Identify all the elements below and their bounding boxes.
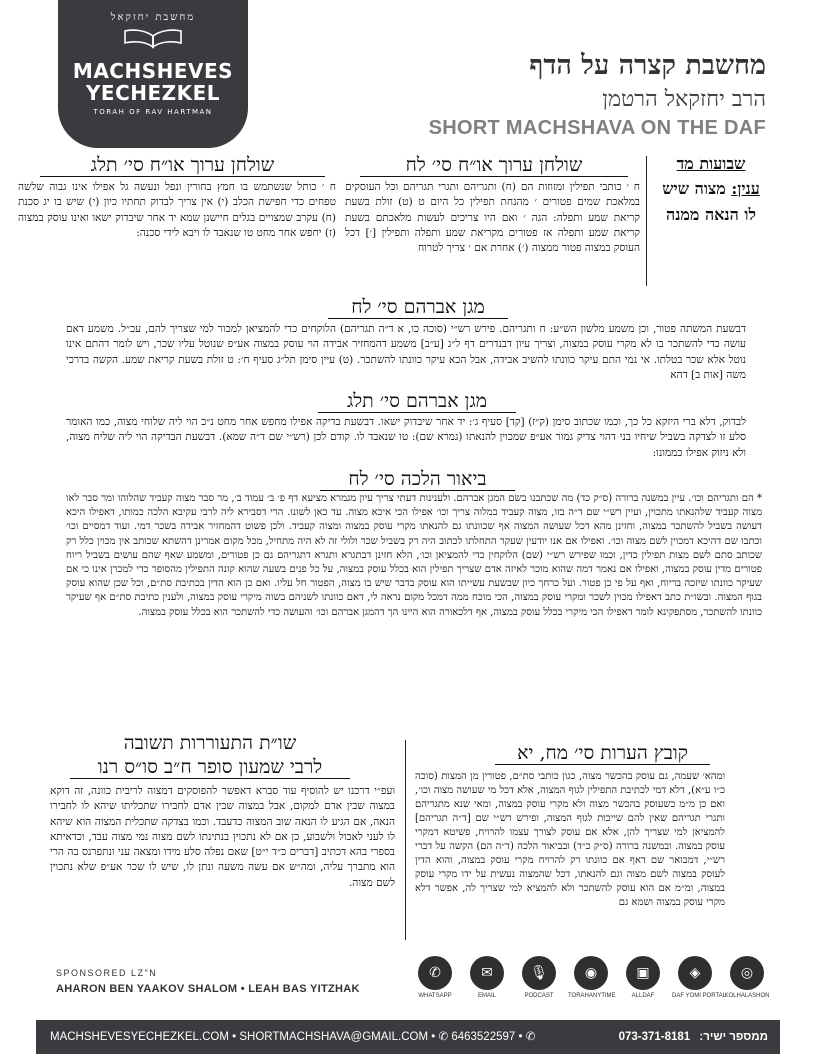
section-text-ma-38: דבשעת המשתה פטור, וכן משמע מלשון הש״ע: ח ותגריהם. פירש רש״י (סוכה כו, א ד״ה תגריהם) הלוקחים כדי להמציאן למכור למי שצריך להם, עכ״ל. משמע דאם עושה כדי להשתכר בו לא מקרי עוסק במצוה, וצריך עיון דבנדרים דף ל״ג [ע״ב] משמע דהמחזיר אבידה הוי עוסק במצוה אע״פ שנוטל עליו שכר, ויש לומר דהתם אינו נוטל אלא שכר בטלתו. אי נמי התם עיקר כוונתו להשיב אבידה, אבל הכא עיקר כוונתו להשתכר. (ט) עיין סימן תל״ג סעיף ח׳: ט זולת בשעת קריאת שמע. הקשה בדרכי משה [אות ב] דהא (66, 323, 746, 381)
podcast-label: PODCAST (524, 993, 554, 999)
dafyomiportal-label: DAF YOMI PORTAL (672, 993, 727, 999)
email-address-link[interactable]: SHORTMACHSHAVA@GMAIL.COM (239, 1031, 429, 1043)
author-name-hebrew: הרב יחזקאל הרטמן (602, 87, 766, 112)
alldaf-link[interactable] (620, 956, 666, 999)
sponsor-label: SPONSORED LZ"N (56, 968, 158, 978)
section-text-biur-halacha: * הם ותגריהם וכו׳. עיין במשנה ברורה (ס״ק כד) מה שכתבנו בשם המגן אברהם. ולענינות דעתי צריך עיון מגמרא מציעא דף פ׳ ב׳ עמוד ב׳, מר סבר מצוה קעביד שהלוהו ומר סבר לאו מצוה קעביד שלהנאתו מתכוין, ועיין רש״י שם ד״ה בזו, מצוה קעביד במלוה צריך וכו׳ אפילו הכי איכא מצוה. עד כאן לשונו. הרי דסבירא ליה לרבי עקיבא הלכה כמותו, דאפילו היכא דעושה בשביל להשתכר במצוה, וחזינן מהא דכל שעושה המצוה אף שכוונתו גם להנאתו מקרי עוסק במצוה ומצוה קעביד. ולכן פשוט דהמחזיר אבידה בשכר דמי. ועוד דמסיים וכו׳ וכתבו שם דהיכא דמכוין לשם מצוה וכו׳. ואפילו אם אנו יודעין שעקר התחלתו לכתוב היה רק בשביל שכר ולולי זה לא היה מתחיל, מכל מקום אמרינן דהשתא שכותב אין מכוין כלל רק שכותב סתם לשם מצות תפילין כדין, וכמו שפירש רש״י (שם) הלוקחין כדי להמציאן וכו׳, הלא חזינן דבתגרא ותגרא דתגריהם גם כן פטורים, ומשמע שאף שהם עושים בשביל ריוח פטורים מדין עוסק במצוה, ואפילו אם נאמר דמה שהוא מוכר לאיזה אדם שצריך תפילין הוא בכלל עוסק במצוה, על כל פנים בשעה שהוא קונה התפילין מהסופר כדי למכרן אינו כי אם שעיקר כוונתו שיזכה בריוח, ואף על פי כן פטור. ועל כרחך כיון שבשעת עשייתו הוא עוסק בדבר שיש בו מצוה, הפטור חל עליו. ואם כן הוא הדין בכתיבת סת״ם, וכל שכן שהוא עוסק בגוף המצוה. ובשו״ת כתב דאפילו מכוין לשכר ומקרי עוסק במצוה, הכי מוכח ממה דמכל מקום נראה לי, דאם כוונתו לשניהם בשוה מיקרי עוסק במצוה, ולענין כתיבת סת״ם אף שעיקר כוונתו להשתכר, מסתפקינא לומר דאפילו הכי מיקרי בכלל עוסק במצוה, אף דלכאורה הוא היינו הך דהמגן אברהם וכו׳ והעושה כדי להשתכר הוא בכלל עוסק במצוה. (66, 493, 762, 618)
topic-line-2: לו הנאה ממנה (666, 205, 756, 224)
whatsapp-icon: ✆ (418, 956, 452, 990)
logo-tagline: TORAH OF RAV HARTMAN (93, 108, 213, 116)
kolhalashon-icon: ◎ (730, 956, 764, 990)
podcast-icon: 🎙 (522, 956, 556, 990)
phone-icon: ✆ (438, 1031, 452, 1043)
logo-line-1: MACHSHEVES (72, 59, 234, 83)
column-divider (646, 156, 647, 286)
section-heading-sa-433: שולחן ערוך או״ח סי׳ תלג (40, 154, 325, 177)
topic-line-1 (652, 177, 770, 200)
kolhalashon-label: KOLHALASHON (724, 993, 770, 999)
email-label: EMAIL (477, 993, 496, 999)
section-text-sa-433: ח ׳ כותל שנשתמש בו חמץ בחורין ונפל ונעשה גל אפילו אינו גבוה שלשה טפחים כדי חפישת הכלב (י) אין צריך לבדוק תחתיו כיון (י) שיש בו יג סכנת (ח) עקרב שמצויים בגלים חיישנן שמא יד אחר שיבדוק ישאו ואינו עוסק במצוה (ז) יחפש אחר מחט טו שנאבד לו ויבא לידי סכנה: (18, 181, 336, 239)
torahanytime-label: TORAHANYTIME (568, 993, 616, 999)
torahanytime-icon: ◉ (574, 956, 608, 990)
email-icon: ✉ (470, 956, 504, 990)
alldaf-icon: ▣ (626, 956, 660, 990)
section-text-shut: ועפ״י דרכנו יש להוסיף עוד סברא דאפשר להפוסקים דמצוה לריבית כוונה, זה דוקא במצוה שבין אדם למקום, אבל במצוה שבין אדם לחבירו שתכליתו שיהא לו לחבירו הנאה, אם הגיע לו הנאה שוב המצוה כדעבד. וכמו בצדקה שתכלית המצוה הוא שיהא לו לעני לאכול ולשבוע, כן אם לא נתכוין בנתינתו לשם מצוה נמי מצוה עבד, וכדאיתא בספרי בהא דכתיב [דברים כ״ד י״ט] שאם נפלה סלע מידו ומצאה עני ונתפרנס בה הרי הוא מתברך עליה, ומה״ש אם עשה משעה ונתן לו, שיש לו שכר אע״פ שלא נתכוין לשם מצוה. (50, 785, 395, 889)
open-book-icon (123, 27, 183, 49)
footer-contact-bar (36, 1020, 780, 1054)
separator: • (431, 1031, 439, 1043)
section-text-kovetz: ומהא׳ שעמה, גם עוסק בהכשר מצוה, כגון כותבי סת״ם, פטורין מן המצות (סוכה כ״ו ע״א), דלא דמי לכתיבת התפילין לגוף המצוה, אלא דכל מי שעושה מצוה וכו׳, ואם כן מ״מ כשעוסק בהכשר מצוה ולא מקרי עוסק במצוה, ומאי שנא מתגריהם ותגרי תגריהם שאין להם שייכות לגוף המצוה, ופירש רש״י שם [ד״ה תגריהם] להמציאן למי שצריך להן, אלא אם עוסק לצורך עצמו להרויח, פשיטא דמקרי עוסק במצוה. ובמשנה ברורה (ס״ק כ״ד) ובביאור הלכה (ד״ה הם) הקשה על דברי רש״י, דמבואר שם דאף אם כוונתו רק להרויח מקרי עוסק במצוה, והוא הדין לעוסק במצוה לשם מצוה וגם להנאתו, דכל שהמצוה נעשית על ידו מקרי עוסק במצוה, ומ״מ אם הוא עוסק להשתכר ולא להמציא למי שצריך לה, אפשר דלא מקרי עוסק במצוה ושמא גם (415, 771, 725, 908)
section-heading-shut-2: לרבי שמעון סופר ח״ב סו״ס רנו (70, 756, 350, 779)
whatsapp-small-icon: ✆ (525, 1031, 536, 1043)
section-heading-ma-38: מגן אברהם סי׳ לח (328, 296, 508, 319)
column-divider-lower (405, 740, 406, 940)
topic-label: ענין: (731, 179, 760, 198)
phone-number[interactable]: 6463522597 (451, 1031, 516, 1043)
email-link[interactable] (464, 956, 510, 999)
israel-phone-label: ממספר ישיר: (699, 1031, 768, 1043)
section-heading-biur-halacha: ביאור הלכה סי׳ לח (320, 468, 515, 491)
logo-line-2: YECHEZKEL (85, 81, 221, 105)
sponsor-names: AHARON BEN YAAKOV SHALOM • LEAH BAS YITZHAK (56, 983, 360, 995)
page-title-hebrew: מחשבת קצרה על הדף (529, 50, 766, 81)
footer-contacts-left (50, 1020, 535, 1054)
separator: • (518, 1031, 526, 1043)
section-heading-kovetz: קובץ הערות סי׳ מח, יא (495, 742, 710, 765)
kolhalashon-link[interactable] (724, 956, 770, 999)
section-heading-ma-433: מגן אברהם סי׳ תלג (318, 390, 516, 413)
section-text-sa-38: ח ׳ כותבי תפילין ומזוזות הם (ח) ותגריהם ותגרי תגריהם וכל העוסקים במלאכת שמים פטורים ׳ מהנחת תפילין כל היום ט (ט) זולת בשעת קריאת שמע ותפלה: הגה ׳ ואם היו צריכים לעשות מלאכתם בשעת קריאת שמע ותפלה אז פטורים מקריאת שמע ותפלה ותפילין [׳] דכל העוסק במצוה פטור ממצוה (׳) אחרת אם ׳ צריך לטרוח (345, 181, 640, 255)
israel-phone-block (619, 1020, 768, 1054)
footer-sponsor-area (36, 956, 776, 1014)
topic-box (652, 154, 770, 226)
section-text-ma-433: לבדוק, דלא ברי היזקא כל כך, וכמו שכתוב סימן (ק״ז) [קד] סעיף ג׳: יד אחר שיבדוק ישאו. דבשעת בדיקה אפילו מחפש אחר מחט נ״כ הוי ליה שלוחי מצוה, כמו האומר סלע זו לצדקה בשביל שיחיו בני דהוי צדיק גמור אע״פ שמכוין להנאתו (גמרא שם): טו שנאבד לו. קודם לכן (רש״י שם ד״ה שמא). דבשעת הבדיקה הוי ליה שליח מצוה, ולא ניזוק אפילו כממונו: (66, 416, 746, 459)
dafyomiportal-icon: ◈ (678, 956, 712, 990)
whatsapp-link[interactable] (412, 956, 458, 999)
website-link[interactable]: MACHSHEVESYECHEZKEL.COM (50, 1031, 229, 1043)
alldaf-label: ALLDAF (631, 993, 655, 999)
israel-phone-number[interactable]: 073-371-8181 (618, 1031, 691, 1043)
section-heading-sa-38: שולחן ערוך או״ח סי׳ לח (360, 154, 628, 177)
podcast-link[interactable] (516, 956, 562, 999)
daf-reference: שבועות מד (676, 154, 746, 173)
site-logo (58, 0, 248, 148)
dafyomiportal-link[interactable] (672, 956, 727, 999)
topic-text-1: מצוה שיש (662, 179, 726, 198)
whatsapp-label: WHATSAPP (418, 993, 452, 999)
logo-hebrew-text: מחשבת יחזקאל (110, 12, 196, 23)
separator: • (232, 1031, 240, 1043)
page-title-english: SHORT MACHSHAVA ON THE DAF (428, 117, 766, 139)
torahanytime-link[interactable] (568, 956, 614, 999)
section-heading-shut-1: שו״ת התעוררות תשובה (123, 732, 297, 754)
